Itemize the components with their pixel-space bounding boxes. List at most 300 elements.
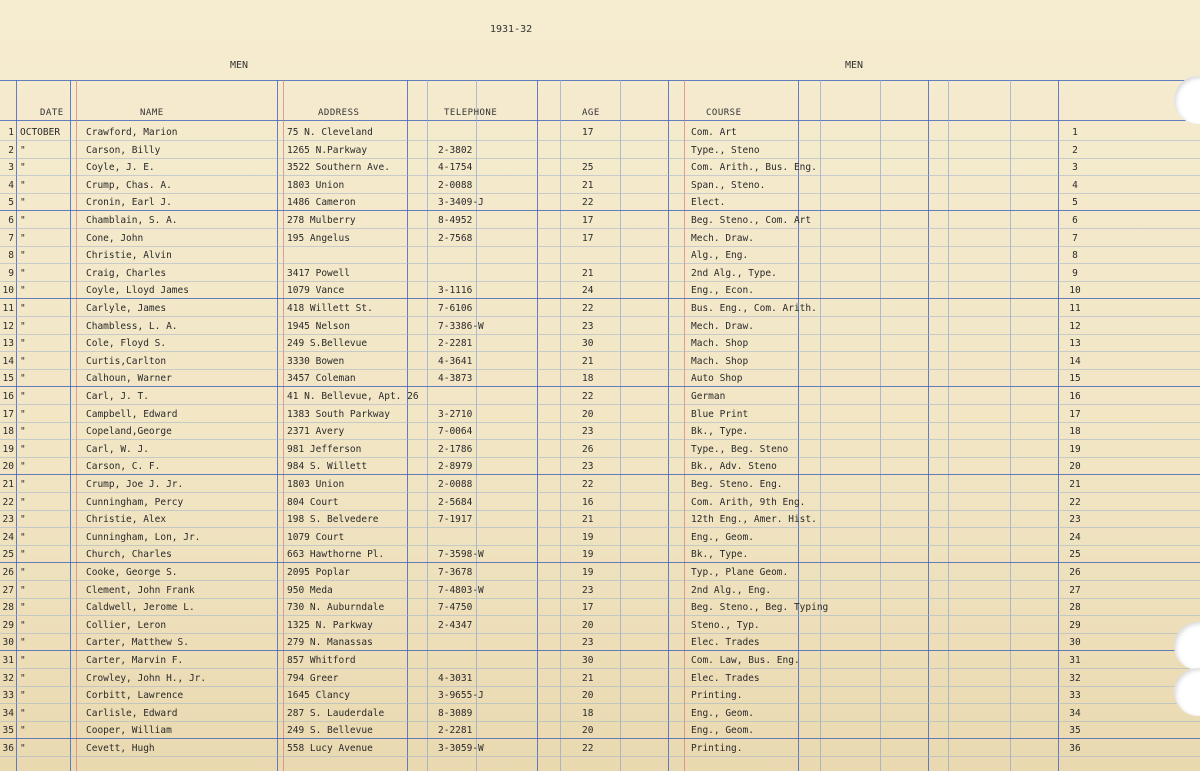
course-cell: Beg. Steno., Beg. Typing <box>691 602 829 613</box>
age-cell: 21 <box>582 514 594 525</box>
course-cell: Printing. <box>691 690 743 701</box>
table-row <box>0 177 1200 193</box>
table-row <box>0 423 1200 439</box>
date-cell: " <box>20 708 26 719</box>
course-cell: Elec. Trades <box>691 637 760 648</box>
telephone-cell: 4-3873 <box>438 373 473 384</box>
row-number-right: 26 <box>1069 567 1081 578</box>
telephone-cell: 3-2710 <box>438 409 473 420</box>
table-row <box>0 511 1200 527</box>
date-cell: " <box>20 391 26 402</box>
col-header-course: COURSE <box>706 108 742 118</box>
date-cell: " <box>20 197 26 208</box>
row-number: 3 <box>8 162 14 173</box>
name-cell: Carson, C. F. <box>86 461 161 472</box>
row-number: 7 <box>8 233 14 244</box>
row-number-right: 11 <box>1069 303 1081 314</box>
address-cell: 3417 Powell <box>287 268 350 279</box>
row-number-right: 5 <box>1072 197 1078 208</box>
row-number-right: 6 <box>1072 215 1078 226</box>
row-number: 17 <box>2 409 14 420</box>
address-cell: 3457 Coleman <box>287 373 356 384</box>
age-cell: 23 <box>582 426 594 437</box>
row-rule <box>0 738 1200 739</box>
date-cell: " <box>20 250 26 261</box>
name-cell: Carl, J. T. <box>86 391 149 402</box>
age-cell: 22 <box>582 479 594 490</box>
section-right: MEN <box>845 60 864 71</box>
course-cell: Bk., Adv. Steno <box>691 461 777 472</box>
address-cell: 3330 Bowen <box>287 356 345 367</box>
table-row <box>0 388 1200 404</box>
row-number: 15 <box>2 373 14 384</box>
row-number: 1 <box>8 127 14 138</box>
row-number-right: 17 <box>1069 409 1081 420</box>
row-number-right: 13 <box>1069 338 1081 349</box>
top-rule <box>0 80 1200 81</box>
table-row <box>0 634 1200 650</box>
age-cell: 23 <box>582 461 594 472</box>
course-cell: Typ., Plane Geom. <box>691 567 789 578</box>
address-cell: 41 N. Bellevue, Apt. 26 <box>287 391 419 402</box>
course-cell: Type., Beg. Steno <box>691 444 789 455</box>
age-cell: 22 <box>582 303 594 314</box>
telephone-cell: 7-4803-W <box>438 585 484 596</box>
row-number: 21 <box>2 479 14 490</box>
name-cell: Church, Charles <box>86 549 172 560</box>
row-number: 26 <box>2 567 14 578</box>
header-rule <box>0 120 1200 121</box>
course-cell: German <box>691 391 726 402</box>
name-cell: Chamblain, S. A. <box>86 215 178 226</box>
age-cell: 25 <box>582 162 594 173</box>
row-rule <box>0 492 1200 493</box>
col-header-address: ADDRESS <box>318 108 360 118</box>
table-row <box>0 142 1200 158</box>
telephone-cell: 8-3089 <box>438 708 473 719</box>
row-number: 31 <box>2 655 14 666</box>
date-cell: " <box>20 514 26 525</box>
name-cell: Carson, Billy <box>86 145 161 156</box>
date-cell: " <box>20 461 26 472</box>
telephone-cell: 4-1754 <box>438 162 473 173</box>
name-cell: Christie, Alex <box>86 514 167 525</box>
age-cell: 19 <box>582 567 594 578</box>
date-cell: " <box>20 532 26 543</box>
telephone-cell: 2-7568 <box>438 233 473 244</box>
table-row <box>0 564 1200 580</box>
row-number: 23 <box>2 514 14 525</box>
table-row <box>0 124 1200 140</box>
address-cell: 1945 Nelson <box>287 321 350 332</box>
table-row <box>0 212 1200 228</box>
address-cell: 75 N. Cleveland <box>287 127 373 138</box>
telephone-cell: 7-6106 <box>438 303 473 314</box>
table-row <box>0 370 1200 386</box>
date-cell: " <box>20 373 26 384</box>
date-cell: " <box>20 637 26 648</box>
col-header-age: AGE <box>582 108 600 118</box>
row-number: 8 <box>8 250 14 261</box>
row-number-right: 27 <box>1069 585 1081 596</box>
row-rule <box>0 474 1200 475</box>
section-left: MEN <box>230 60 249 71</box>
age-cell: 18 <box>582 373 594 384</box>
row-number: 13 <box>2 338 14 349</box>
course-cell: Mach. Shop <box>691 338 749 349</box>
course-cell: Alg., Eng. <box>691 250 749 261</box>
telephone-cell: 4-3641 <box>438 356 473 367</box>
name-cell: Calhoun, Warner <box>86 373 172 384</box>
date-cell: " <box>20 743 26 754</box>
course-cell: Mech. Draw. <box>691 233 754 244</box>
address-cell: 249 S. Bellevue <box>287 725 373 736</box>
name-cell: Carter, Matthew S. <box>86 637 189 648</box>
age-cell: 23 <box>582 321 594 332</box>
address-cell: 984 S. Willett <box>287 461 368 472</box>
date-cell: " <box>20 426 26 437</box>
course-cell: Span., Steno. <box>691 180 766 191</box>
date-cell: " <box>20 602 26 613</box>
name-cell: Cone, John <box>86 233 144 244</box>
row-number: 27 <box>2 585 14 596</box>
name-cell: Cevett, Hugh <box>86 743 155 754</box>
row-number-right: 7 <box>1072 233 1078 244</box>
course-cell: Elec. Trades <box>691 673 760 684</box>
row-number-right: 28 <box>1069 602 1081 613</box>
table-row <box>0 687 1200 703</box>
telephone-cell: 7-1917 <box>438 514 473 525</box>
age-cell: 21 <box>582 356 594 367</box>
date-cell: " <box>20 585 26 596</box>
date-cell: " <box>20 285 26 296</box>
age-cell: 17 <box>582 602 594 613</box>
table-row <box>0 194 1200 210</box>
course-cell: Auto Shop <box>691 373 743 384</box>
row-number: 12 <box>2 321 14 332</box>
row-rule <box>0 527 1200 528</box>
row-number-right: 19 <box>1069 444 1081 455</box>
table-row <box>0 230 1200 246</box>
age-cell: 20 <box>582 725 594 736</box>
row-number-right: 2 <box>1072 145 1078 156</box>
age-cell: 30 <box>582 655 594 666</box>
date-cell: " <box>20 180 26 191</box>
row-number-right: 14 <box>1069 356 1081 367</box>
course-cell: Eng., Geom. <box>691 725 754 736</box>
name-cell: Carl, W. J. <box>86 444 149 455</box>
name-cell: Christie, Alvin <box>86 250 172 261</box>
table-row <box>0 722 1200 738</box>
age-cell: 16 <box>582 497 594 508</box>
date-cell: " <box>20 268 26 279</box>
row-number-right: 30 <box>1069 637 1081 648</box>
row-number-right: 21 <box>1069 479 1081 490</box>
row-number: 22 <box>2 497 14 508</box>
age-cell: 22 <box>582 197 594 208</box>
date-cell: " <box>20 673 26 684</box>
date-cell: " <box>20 655 26 666</box>
address-cell: 804 Court <box>287 497 339 508</box>
row-number: 14 <box>2 356 14 367</box>
address-cell: 794 Greer <box>287 673 339 684</box>
name-cell: Carlyle, James <box>86 303 167 314</box>
table-row <box>0 705 1200 721</box>
table-row <box>0 318 1200 334</box>
row-number: 19 <box>2 444 14 455</box>
row-number-right: 29 <box>1069 620 1081 631</box>
name-cell: Corbitt, Lawrence <box>86 690 184 701</box>
row-number: 29 <box>2 620 14 631</box>
row-number-right: 25 <box>1069 549 1081 560</box>
name-cell: Cunningham, Percy <box>86 497 184 508</box>
name-cell: Crawford, Marion <box>86 127 178 138</box>
address-cell: 3522 Southern Ave. <box>287 162 390 173</box>
date-cell: " <box>20 162 26 173</box>
date-cell: " <box>20 409 26 420</box>
address-cell: 418 Willett St. <box>287 303 373 314</box>
table-row <box>0 458 1200 474</box>
row-number-right: 3 <box>1072 162 1078 173</box>
telephone-cell: 2-3802 <box>438 145 473 156</box>
row-number-right: 32 <box>1069 673 1081 684</box>
year-heading: 1931-32 <box>490 24 533 35</box>
name-cell: Copeland,George <box>86 426 172 437</box>
table-row <box>0 617 1200 633</box>
age-cell: 18 <box>582 708 594 719</box>
course-cell: Bk., Type. <box>691 549 749 560</box>
age-cell: 20 <box>582 620 594 631</box>
address-cell: 1383 South Parkway <box>287 409 390 420</box>
row-number: 24 <box>2 532 14 543</box>
name-cell: Crump, Joe J. Jr. <box>86 479 184 490</box>
row-number: 2 <box>8 145 14 156</box>
name-cell: Campbell, Edward <box>86 409 178 420</box>
row-number-right: 24 <box>1069 532 1081 543</box>
name-cell: Caldwell, Jerome L. <box>86 602 195 613</box>
age-cell: 19 <box>582 549 594 560</box>
name-cell: Coyle, J. E. <box>86 162 155 173</box>
row-number-right: 33 <box>1069 690 1081 701</box>
name-cell: Cunningham, Lon, Jr. <box>86 532 201 543</box>
course-cell: Bus. Eng., Com. Arith. <box>691 303 817 314</box>
date-cell: " <box>20 356 26 367</box>
telephone-cell: 2-2281 <box>438 725 473 736</box>
address-cell: 730 N. Auburndale <box>287 602 385 613</box>
telephone-cell: 4-3031 <box>438 673 473 684</box>
row-number-right: 18 <box>1069 426 1081 437</box>
telephone-cell: 2-8979 <box>438 461 473 472</box>
table-row <box>0 247 1200 263</box>
row-number-right: 9 <box>1072 268 1078 279</box>
row-rule <box>0 386 1200 387</box>
row-rule <box>0 263 1200 264</box>
row-number: 28 <box>2 602 14 613</box>
telephone-cell: 2-4347 <box>438 620 473 631</box>
age-cell: 23 <box>582 637 594 648</box>
name-cell: Craig, Charles <box>86 268 167 279</box>
row-rule <box>0 140 1200 141</box>
row-number: 35 <box>2 725 14 736</box>
course-cell: Beg. Steno. Eng. <box>691 479 783 490</box>
table-row <box>0 599 1200 615</box>
name-cell: Cole, Floyd S. <box>86 338 167 349</box>
row-number: 11 <box>2 303 14 314</box>
course-cell: 12th Eng., Amer. Hist. <box>691 514 817 525</box>
course-cell: Type., Steno <box>691 145 760 156</box>
date-cell: " <box>20 620 26 631</box>
name-cell: Coyle, Lloyd James <box>86 285 189 296</box>
age-cell: 19 <box>582 532 594 543</box>
address-cell: 195 Angelus <box>287 233 350 244</box>
date-cell: " <box>20 497 26 508</box>
age-cell: 26 <box>582 444 594 455</box>
table-row <box>0 265 1200 281</box>
address-cell: 1325 N. Parkway <box>287 620 373 631</box>
name-cell: Crowley, John H., Jr. <box>86 673 207 684</box>
age-cell: 22 <box>582 391 594 402</box>
row-rule <box>0 298 1200 299</box>
row-number: 16 <box>2 391 14 402</box>
address-cell: 1486 Cameron <box>287 197 356 208</box>
punch-hole <box>1174 76 1200 124</box>
table-row <box>0 670 1200 686</box>
course-cell: Mech. Draw. <box>691 321 754 332</box>
telephone-cell: 7-0064 <box>438 426 473 437</box>
table-row <box>0 476 1200 492</box>
course-cell: Com. Arith., Bus. Eng. <box>691 162 817 173</box>
address-cell: 249 S.Bellevue <box>287 338 368 349</box>
row-number: 4 <box>8 180 14 191</box>
course-cell: Steno., Typ. <box>691 620 760 631</box>
row-rule <box>0 404 1200 405</box>
age-cell: 23 <box>582 585 594 596</box>
table-row <box>0 441 1200 457</box>
row-number: 30 <box>2 637 14 648</box>
address-cell: 2371 Avery <box>287 426 345 437</box>
row-number-right: 23 <box>1069 514 1081 525</box>
date-cell: " <box>20 567 26 578</box>
address-cell: 1265 N.Parkway <box>287 145 368 156</box>
date-cell: " <box>20 303 26 314</box>
age-cell: 24 <box>582 285 594 296</box>
row-number-right: 31 <box>1069 655 1081 666</box>
telephone-cell: 2-0088 <box>438 479 473 490</box>
course-cell: Eng., Geom. <box>691 708 754 719</box>
row-rule <box>0 351 1200 352</box>
course-cell: 2nd Alg., Type. <box>691 268 777 279</box>
table-row <box>0 282 1200 298</box>
name-cell: Cooper, William <box>86 725 172 736</box>
name-cell: Collier, Leron <box>86 620 167 631</box>
telephone-cell: 7-3598-W <box>438 549 484 560</box>
address-cell: 663 Hawthorne Pl. <box>287 549 385 560</box>
name-cell: Carter, Marvin F. <box>86 655 184 666</box>
table-row <box>0 529 1200 545</box>
row-number: 20 <box>2 461 14 472</box>
row-number: 10 <box>2 285 14 296</box>
table-row <box>0 159 1200 175</box>
telephone-cell: 7-3386-W <box>438 321 484 332</box>
row-number-right: 35 <box>1069 725 1081 736</box>
table-row <box>0 494 1200 510</box>
course-cell: Eng., Geom. <box>691 532 754 543</box>
date-cell: " <box>20 549 26 560</box>
table-row <box>0 582 1200 598</box>
address-cell: 198 S. Belvedere <box>287 514 379 525</box>
course-cell: Eng., Econ. <box>691 285 754 296</box>
row-number-right: 1 <box>1072 127 1078 138</box>
address-cell: 279 N. Manassas <box>287 637 373 648</box>
col-header-telephone: TELEPHONE <box>444 108 498 118</box>
name-cell: Curtis,Carlton <box>86 356 167 367</box>
row-number-right: 8 <box>1072 250 1078 261</box>
row-rule <box>0 228 1200 229</box>
row-number: 32 <box>2 673 14 684</box>
row-number: 5 <box>8 197 14 208</box>
date-cell: " <box>20 338 26 349</box>
row-number: 18 <box>2 426 14 437</box>
table-row <box>0 740 1200 756</box>
age-cell: 21 <box>582 268 594 279</box>
telephone-cell: 8-4952 <box>438 215 473 226</box>
row-number: 25 <box>2 549 14 560</box>
course-cell: Bk., Type. <box>691 426 749 437</box>
address-cell: 1079 Court <box>287 532 345 543</box>
address-cell: 857 Whitford <box>287 655 356 666</box>
age-cell: 17 <box>582 233 594 244</box>
course-cell: Elect. <box>691 197 726 208</box>
row-rule <box>0 756 1200 757</box>
row-rule <box>0 210 1200 211</box>
telephone-cell: 7-3678 <box>438 567 473 578</box>
row-number-right: 4 <box>1072 180 1078 191</box>
course-cell: Com. Arith, 9th Eng. <box>691 497 806 508</box>
row-number: 9 <box>8 268 14 279</box>
course-cell: Mach. Shop <box>691 356 749 367</box>
row-number-right: 36 <box>1069 743 1081 754</box>
date-cell: " <box>20 321 26 332</box>
address-cell: 981 Jefferson <box>287 444 362 455</box>
date-cell: OCTOBER <box>20 127 61 138</box>
table-row <box>0 406 1200 422</box>
age-cell: 22 <box>582 743 594 754</box>
row-number-right: 15 <box>1069 373 1081 384</box>
col-header-name: NAME <box>140 108 164 118</box>
col-header-date: DATE <box>40 108 64 118</box>
row-rule <box>0 175 1200 176</box>
address-cell: 950 Meda <box>287 585 333 596</box>
name-cell: Cooke, George S. <box>86 567 178 578</box>
row-rule <box>0 316 1200 317</box>
telephone-cell: 3-9655-J <box>438 690 484 701</box>
age-cell: 20 <box>582 690 594 701</box>
row-number-right: 16 <box>1069 391 1081 402</box>
row-number: 33 <box>2 690 14 701</box>
row-rule <box>0 580 1200 581</box>
table-row <box>0 335 1200 351</box>
address-cell: 558 Lucy Avenue <box>287 743 373 754</box>
age-cell: 17 <box>582 215 594 226</box>
address-cell: 1079 Vance <box>287 285 345 296</box>
table-row <box>0 546 1200 562</box>
row-number-right: 22 <box>1069 497 1081 508</box>
row-rule <box>0 703 1200 704</box>
address-cell: 2095 Poplar <box>287 567 350 578</box>
date-cell: " <box>20 233 26 244</box>
date-cell: " <box>20 479 26 490</box>
date-cell: " <box>20 215 26 226</box>
